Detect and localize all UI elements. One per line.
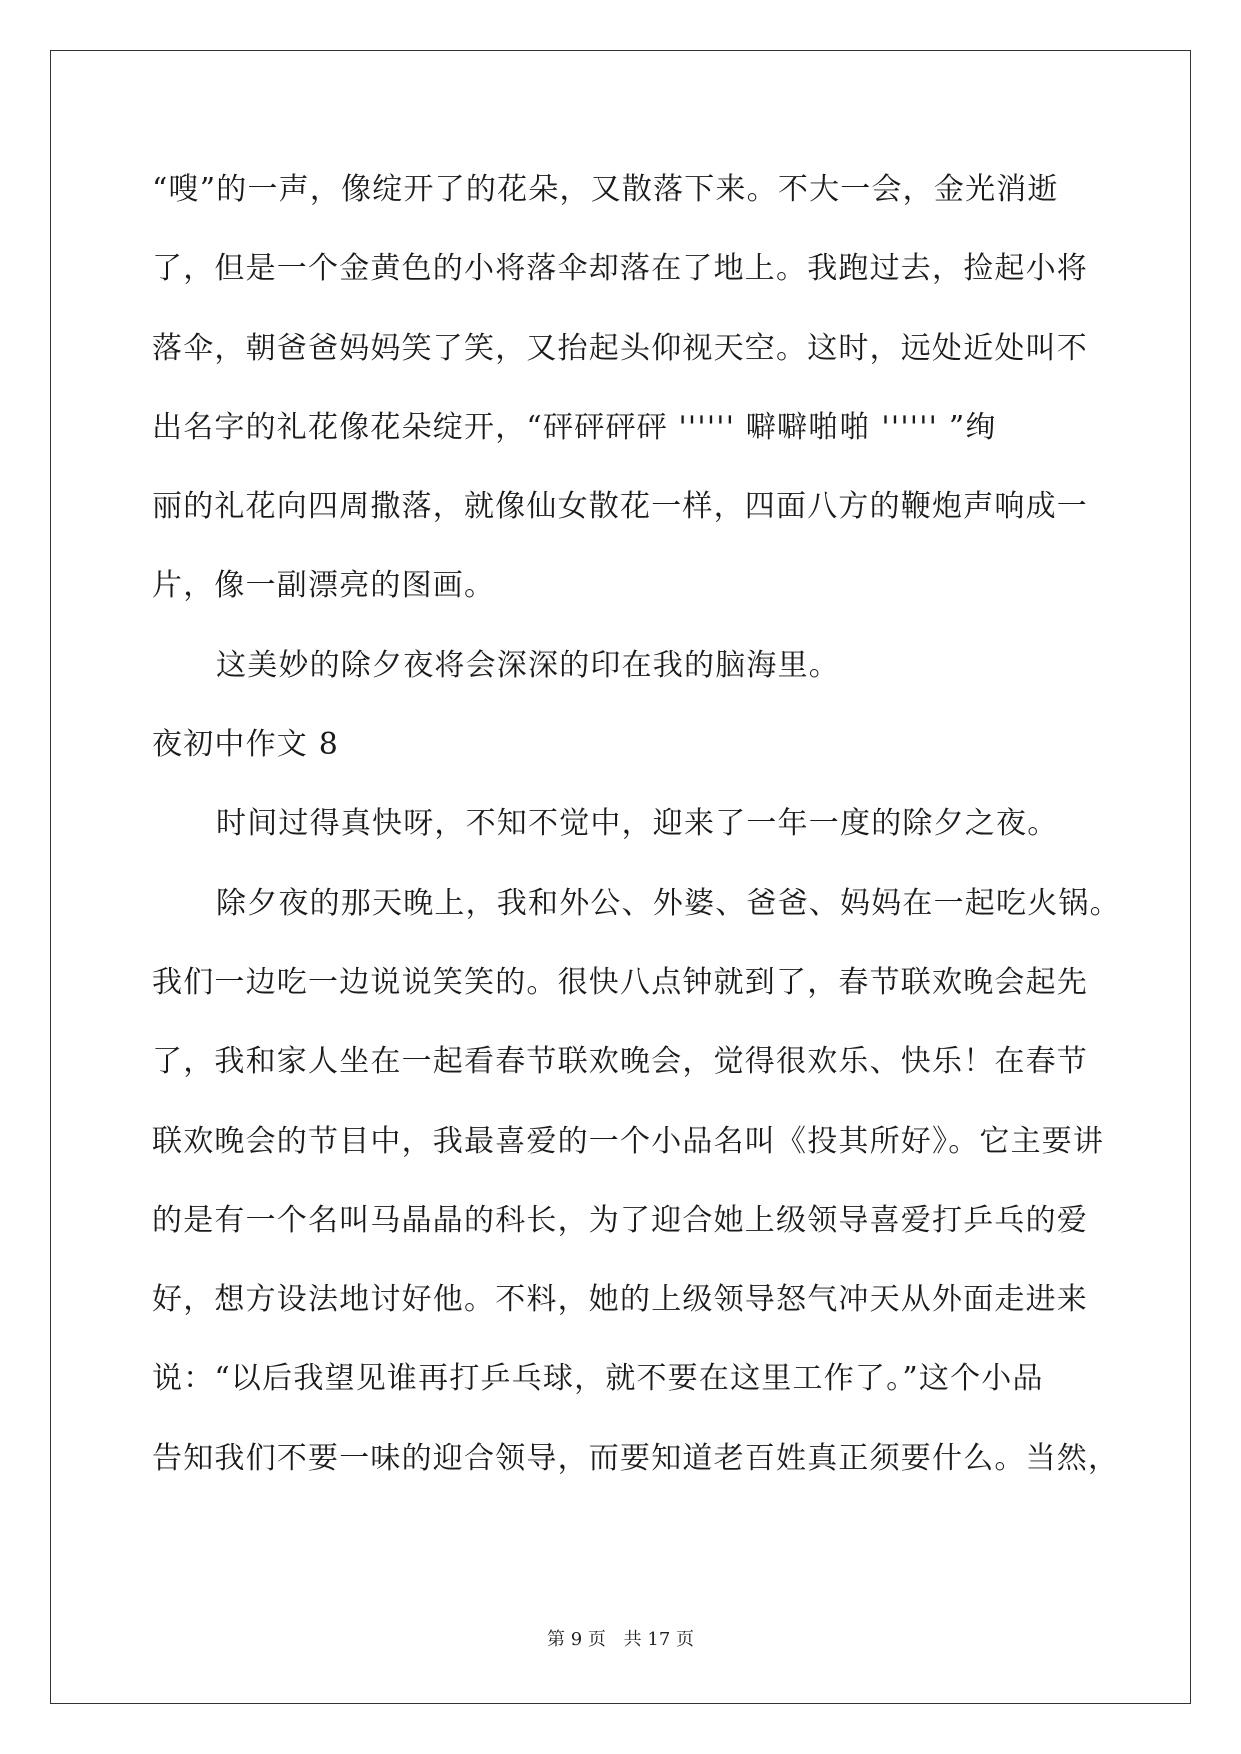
page-total: 共 17 页 [623, 1629, 694, 1650]
section-heading: 夜初中作文 8 [152, 727, 340, 763]
text-line: 联欢晚会的节目中，我最喜爱的一个小品名叫《投其所好》。它主要讲 [152, 1123, 1105, 1159]
text-line: 好，想方设法地讨好他。不料，她的上级领导怒气冲天从外面走进来 [152, 1282, 1088, 1318]
text-line: “嗖”的一声，像绽开了的花朵，又散落下来。不大一会，金光消逝 [152, 172, 1059, 207]
page-footer [0, 1625, 1241, 1651]
document-body [152, 160, 1121, 1508]
page-number: 第 9 页 [547, 1629, 606, 1650]
paragraph-line: 时间过得真快呀，不知不觉中，迎来了一年一度的除夕之夜。 [216, 806, 1059, 842]
text-line: 了，但是一个金黄色的小将落伞却落在了地上。我跑过去，捡起小将 [152, 251, 1088, 287]
text-line: 说：“以后我望见谁再打乒乓球，就不要在这里工作了。”这个小品 [152, 1361, 1044, 1397]
text-line: 片，像一副漂亮的图画。 [152, 568, 496, 604]
text-line: 告知我们不要一味的迎合领导，而要知道老百姓真正须要什么。当然， [152, 1440, 1120, 1476]
text-line: 的是有一个名叫马晶晶的科长，为了迎合她上级领导喜爱打乒乓的爱 [152, 1202, 1088, 1238]
text-line: 丽的礼花向四周撒落，就像仙女散花一样，四面八方的鞭炮声响成一 [152, 489, 1088, 525]
paragraph-line: 这美妙的除夕夜将会深深的印在我的脑海里。 [216, 647, 840, 683]
text-line: 了，我和家人坐在一起看春节联欢晚会，觉得很欢乐、快乐！在春节 [152, 1044, 1088, 1080]
paragraph-line: 除夕夜的那天晚上，我和外公、外婆、爸爸、妈妈在一起吃火锅。 [216, 885, 1121, 921]
text-line: 出名字的礼花像花朵绽开，“砰砰砰砰 '''''' 噼噼啪啪 '''''' ”绚 [152, 409, 997, 445]
text-line: 我们一边吃一边说说笑笑的。很快八点钟就到了，春节联欢晚会起先 [152, 964, 1088, 1000]
text-line: 落伞，朝爸爸妈妈笑了笑，又抬起头仰视天空。这时，远处近处叫不 [152, 330, 1088, 366]
